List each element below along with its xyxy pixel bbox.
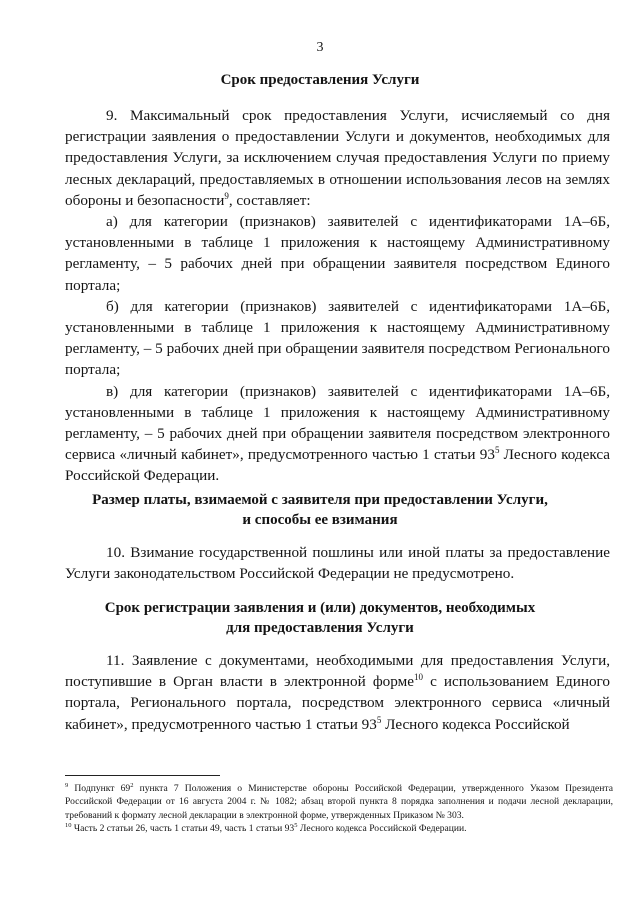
paragraph-11-superscript: 5 — [376, 714, 382, 725]
section-title-registration-line1: Срок регистрации заявления и (или) документов, необходимых — [104, 600, 536, 616]
section-title-registration-line2: для предоставления Услуги — [226, 620, 414, 636]
section-title-fee-line2: и способы ее взимания — [242, 512, 398, 528]
item-b: б) для категории (признаков) заявителей с идентификаторами 1А–6Б, установленными в таблице 1 приложения к настоящему Административному регламенту, – 5 рабочих дней при обращении заявителя посредством Регионального портала; — [65, 297, 610, 379]
footnote-9-superscript: 2 — [130, 781, 134, 789]
paragraph-11-text1: 11. Заявление с документами, необходимыми для предоставления Услуги, поступившие в Орган власти в электронной форме — [65, 652, 610, 691]
footnote-9-text2: пункта 7 Положения о Министерстве обороны Российской Федерации, утвержденного Указом Президента Российской Федерации от 16 августа 2004 г. № 1082; абзац второй пункта 8 порядка заполнения и подачи лесной декларации, требований к формату лесной декларации в электронной форме, утвержденных Приказом № 303. — [65, 783, 613, 821]
footnote-10-superscript: 5 — [294, 822, 298, 830]
item-v-text: в) для категории (признаков) заявителей с идентификаторами 1А–6Б, установленными в таблице 1 приложения к настоящему Административному регламенту, – 5 рабочих дней при обращении заявителя посредством электронного сервиса «личный кабинет», предусмотренного частью 1 статьи 93 — [65, 382, 610, 464]
footnote-ref-10: 10 — [414, 672, 423, 683]
footnote-9 — [65, 782, 613, 822]
item-v-superscript: 5 — [494, 445, 500, 456]
item-v-tail: Лесного кодекса Российской Федерации. — [65, 446, 610, 485]
paragraph-9 — [65, 105, 610, 211]
section-fee-body — [65, 542, 610, 584]
footnotes — [65, 782, 613, 836]
footnote-divider — [65, 775, 220, 776]
section-registration-body — [65, 650, 610, 735]
paragraph-11 — [65, 650, 610, 735]
section-title-service-term: Срок предоставления Услуги — [220, 72, 420, 88]
section-title-fee — [60, 490, 580, 530]
footnote-ref-9: 9 — [224, 190, 229, 201]
footnote-10-mark: 10 — [65, 822, 72, 830]
paragraph-9-tail: , составляет: — [228, 191, 311, 209]
footnote-10-text1: Часть 2 статьи 26, часть 1 статьи 49, часть 1 статьи 93 — [71, 823, 295, 835]
footnote-10-text2: Лесного кодекса Российской Федерации. — [297, 823, 467, 835]
page-number: 3 — [316, 40, 324, 55]
section-title-registration — [60, 598, 580, 638]
footnote-10 — [65, 822, 613, 835]
paragraph-10: 10. Взимание государственной пошлины или иной платы за предоставление Услуги законодательством Российской Федерации не предусмотрено. — [65, 544, 610, 583]
section-service-term-body — [65, 105, 610, 487]
footnote-9-mark: 9 — [65, 781, 69, 789]
item-v — [65, 381, 610, 487]
footnote-9-text1: Подпункт 69 — [68, 783, 131, 794]
item-a: а) для категории (признаков) заявителей с идентификаторами 1А–6Б, установленными в таблице 1 приложения к настоящему Административному регламенту, – 5 рабочих дней при обращении заявителя посредством Единого портала; — [65, 213, 610, 294]
paragraph-9-text: 9. Максимальный срок предоставления Услуги, исчисляемый со дня регистрации заявления о предоставлении Услуги и документов, необходимых для предоставления Услуги, за исключением случая предоставления Услуги по приему лесных деклараций, предоставляемых в отношении использования лесов на землях обороны и безопасности — [65, 107, 610, 209]
paragraph-11-text2: с использованием Единого портала, Регионального портала, посредством электронного сервиса «личный кабинет», предусмотренного частью 1 статьи 93 — [65, 673, 610, 733]
paragraph-11-text3: Лесного кодекса Российской — [381, 715, 570, 733]
section-title-fee-line1: Размер платы, взимаемой с заявителя при предоставлении Услуги, — [92, 492, 548, 508]
